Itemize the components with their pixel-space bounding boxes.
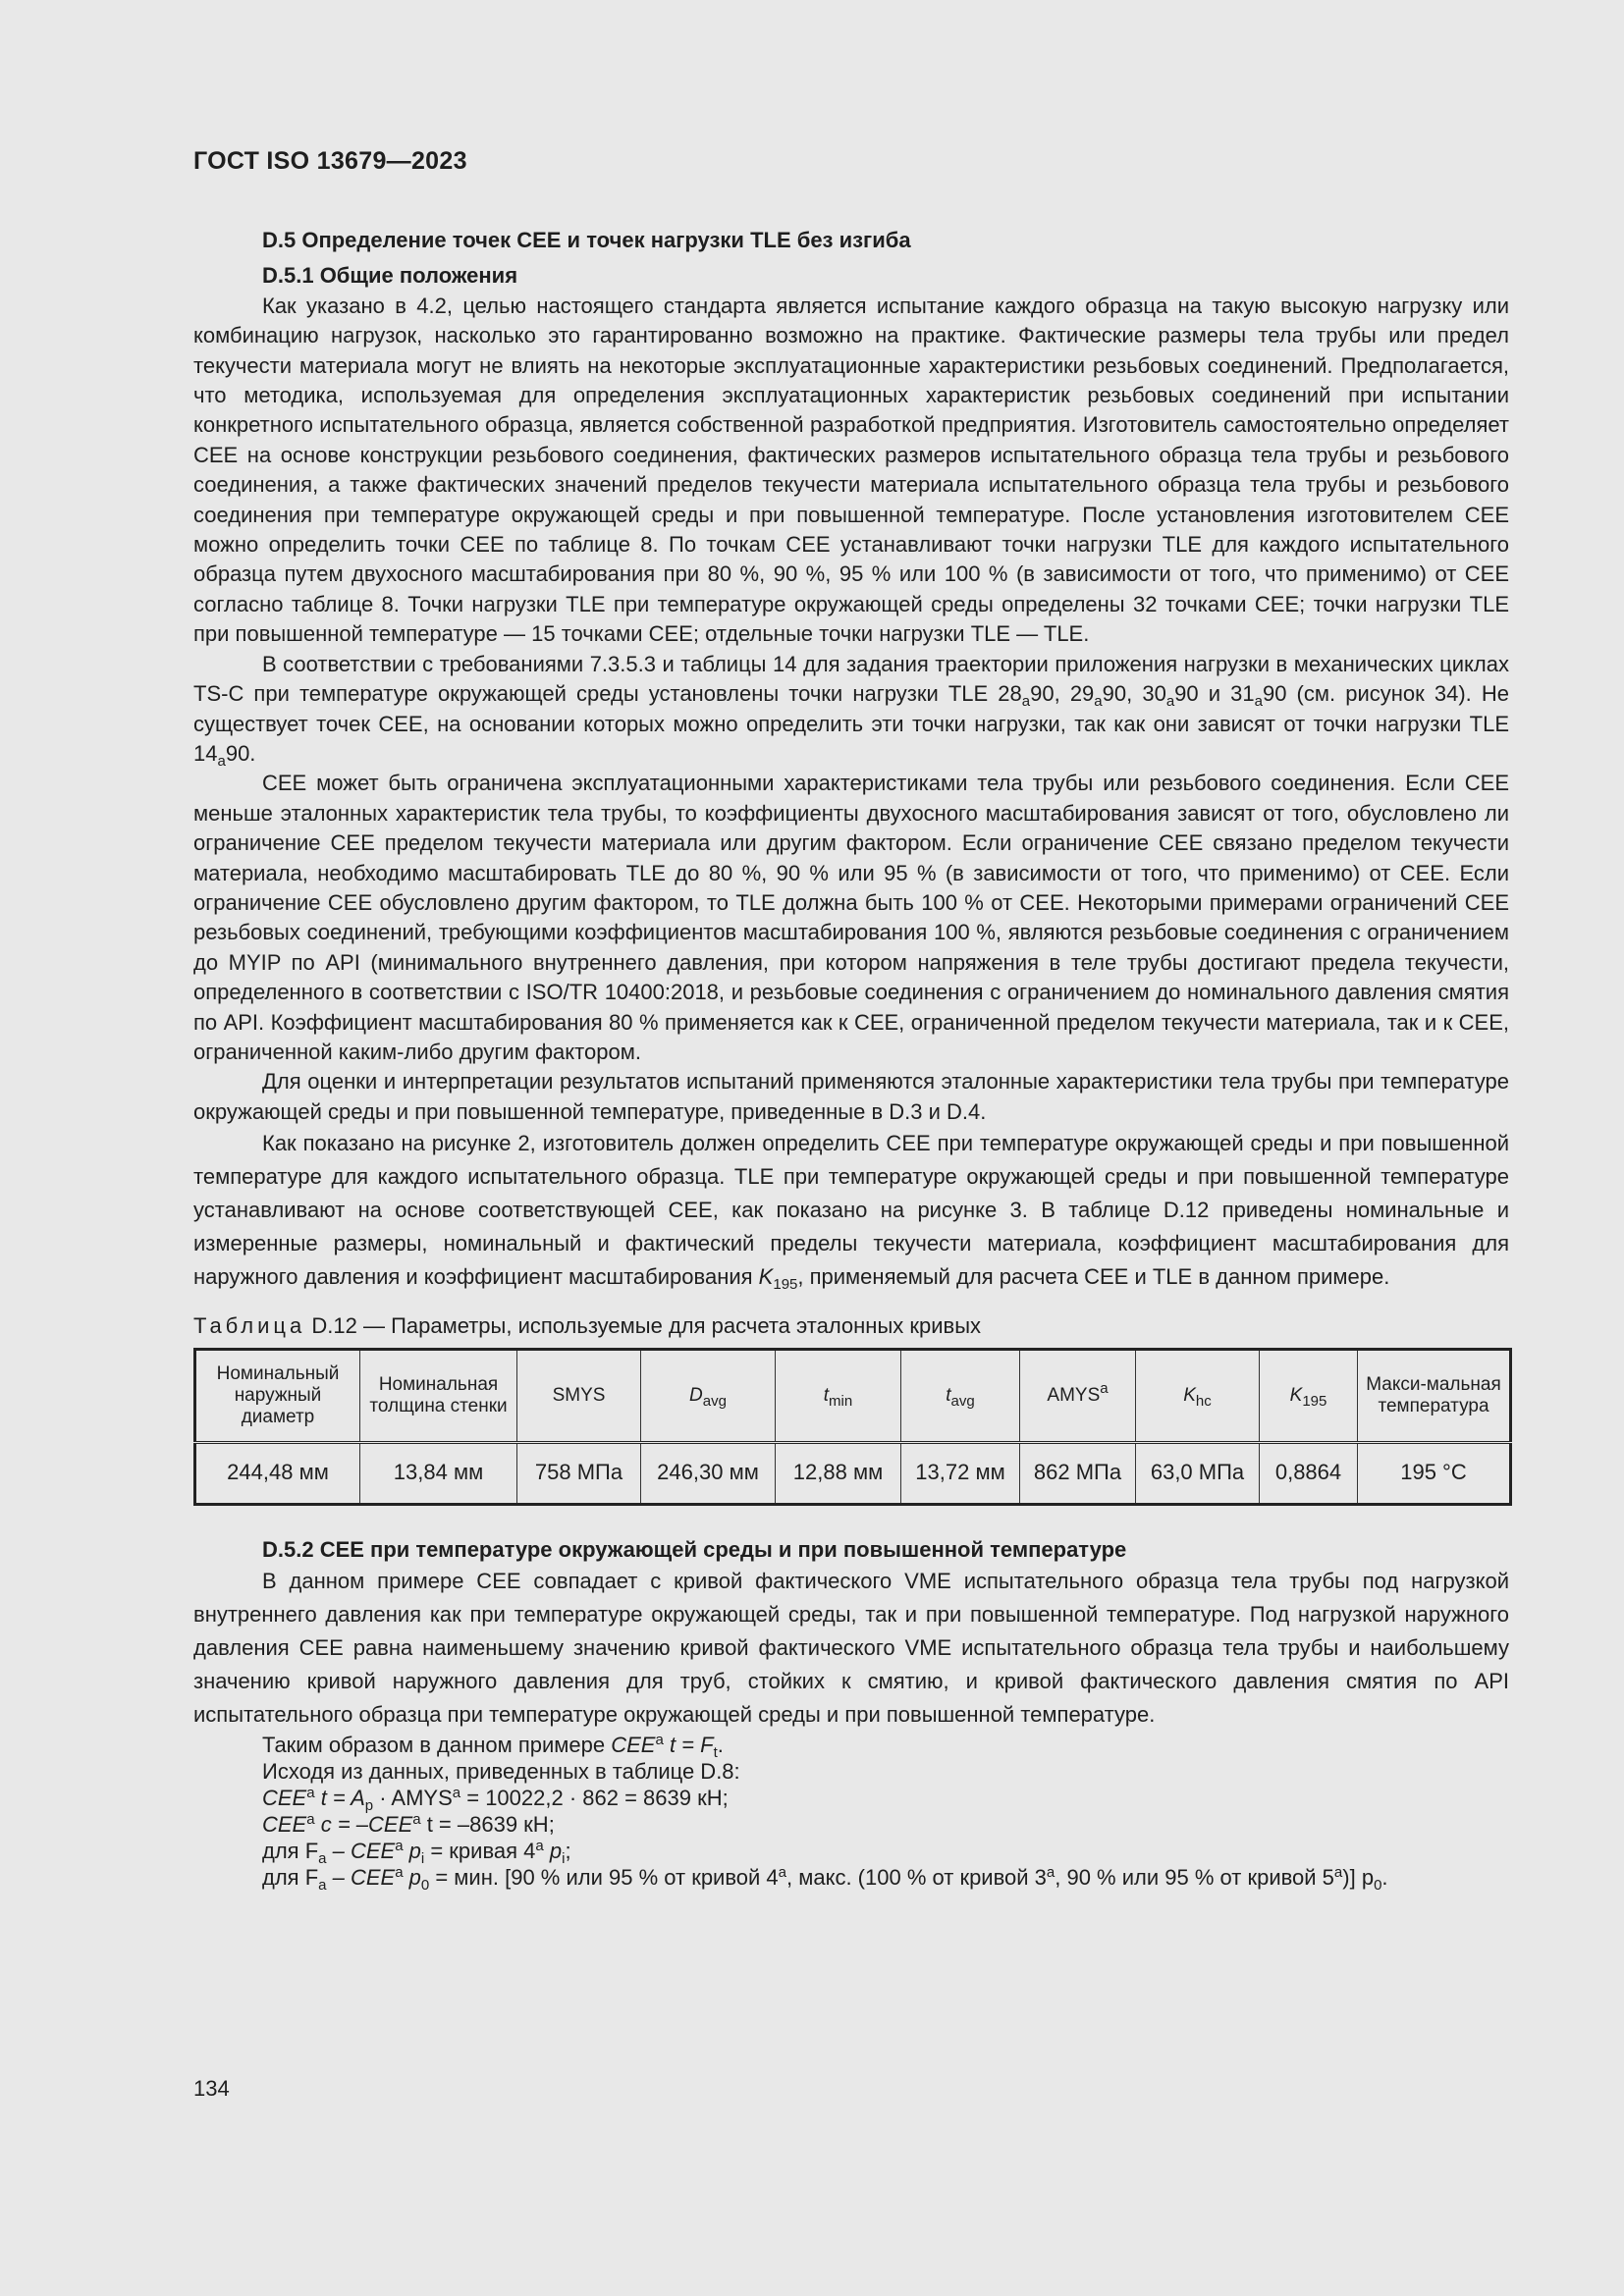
table-header-cell: Макси-мальная температура xyxy=(1358,1349,1511,1442)
formula-line: Таким образом в данном примере CEE$^a$ $t = F_t$. xyxy=(262,1732,724,1761)
paragraph: Для оценки и интерпретации результатов испытаний применяются эталонные характеристики тела трубы при температуре окружающей среды и при повышенной температуре, приведенные в D.3 и D.4. xyxy=(193,1069,1509,1124)
table-cell: 12,88 мм xyxy=(776,1442,901,1504)
subsection-heading: D.5.1 Общие положения xyxy=(262,263,518,289)
table-caption: Таблица D.12 — Параметры, используемые для расчета эталонных кривых xyxy=(193,1313,982,1339)
table-header-cell: $t_{avg}$ xyxy=(901,1349,1020,1442)
formula-line: для $F_a - CEE^a$ $p_i$ = кривая 4$^a$ $p_i$; xyxy=(262,1838,571,1867)
content xyxy=(193,226,1509,1894)
table-row xyxy=(195,1442,1511,1504)
standard-title: ГОСТ ISO 13679—2023 xyxy=(193,147,467,175)
paragraph: В соответствии с требованиями 7.3.5.3 и таблицы 14 для задания траектории приложения нагрузки в механических циклах TS-C при температуре окружающей среды установлены точки нагрузки TLE $28_a90$, $29_a90$, $30_a90$ и $31_a90$ (см. рисунок 34). Не существует точек CEE, на основании которых можно определить эти точки нагрузки, так как они зависят от точки нагрузки TLE $14_a90$. xyxy=(193,651,1509,770)
table-header-cell: $K_{195}$ xyxy=(1260,1349,1358,1442)
table-cell: 13,84 мм xyxy=(360,1442,517,1504)
table-cell: 758 МПа xyxy=(517,1442,641,1504)
table-cell: 862 МПа xyxy=(1020,1442,1136,1504)
table-cell: 0,8864 xyxy=(1260,1442,1358,1504)
table-header-cell: SMYS xyxy=(517,1349,641,1442)
table-header-cell: $K_{hc}$ xyxy=(1136,1349,1260,1442)
subsection-heading: D.5.2 CEE при температуре окружающей среды и при повышенной температуре xyxy=(262,1536,1127,1562)
table-cell: 63,0 МПа xyxy=(1136,1442,1260,1504)
table-cell: 246,30 мм xyxy=(641,1442,776,1504)
formula-line: для $F_a - CEE^a$ $p_0$ = мин. [90 % или 95 % от кривой 4$^a$, макс. (100 % от кривой 3$^a$, 90 % или 95 % от кривой 5$^a$)] $p_0$. xyxy=(262,1864,1388,1894)
paragraph: В данном примере CEE совпадает с кривой фактического VME испытательного образца тела трубы под нагрузкой внутреннего давления как при температуре окружающей среды, так и при повышенной температуре. Под нагрузкой наружного давления CEE равна наименьшему значению кривой фактического VME испытательного образца тела трубы и наибольшему значению кривой наружного давления для труб, стойких к смятию, и кривой фактического давления смятия по API испытательного образца при температуре окружающей среды и при повышенной температуре. xyxy=(193,1569,1509,1727)
formula-line: Исходя из данных, приведенных в таблице D.8: xyxy=(262,1759,740,1784)
table-header-cell: Номинальный наружный диаметр xyxy=(195,1349,360,1442)
paragraph: CEE может быть ограничена эксплуатационными характеристиками тела трубы или резьбового соединения. Если CEE меньше эталонных характеристик тела трубы, то коэффициенты двухосного масштабирования зависят от того, обусловлено ли ограничение CEE пределом текучести материала или другим фактором. Если ограничение CEE связано пределом текучести материала, необходимо масштабировать TLE до 80 %, 90 % или 95 % (в зависимости от того, что применимо) от CEE. Если ограничение CEE обусловлено другим фактором, то TLE должна быть 100 % от CEE. Некоторыми примерами ограничений CEE резьбовых соединений, требующими коэффициентов масштабирования 100 %, являются резьбовые соединения с ограничением до MYIP по API (минимального внутреннего давления, при котором напряжения в теле трубы достигают предела текучести, определенного в соответствии с ISO/TR 10400:2018, и резьбовые соединения с ограничением до номинального давления смятия по API. Коэффициент масштабирования 80 % применяется как к CEE, ограниченной пределом текучести материала, так и к CEE, ограниченной каким-либо другим фактором. xyxy=(193,771,1509,1064)
paragraph: Как показано на рисунке 2, изготовитель должен определить CEE при температуре окружающей среды и при повышенной температуре для каждого испытательного образца. TLE при температуре окружающей среды и при повышенной температуре устанавливают на основе соответствующей CEE, как показано на рисунке 3. В таблице D.12 приведены номинальные и измеренные размеры, номинальный и фактический пределы текучести материала, коэффициент масштабирования для наружного давления и коэффициент масштабирования $K_{195}$, применяемый для расчета CEE и TLE в данном примере. xyxy=(193,1131,1509,1294)
parameters-table xyxy=(193,1348,1512,1506)
table-cell: 244,48 мм xyxy=(195,1442,360,1504)
table-header-cell: Номинальная толщина стенки xyxy=(360,1349,517,1442)
table-header-cell: $t_{min}$ xyxy=(776,1349,901,1442)
table-header-row xyxy=(195,1349,1511,1442)
formula-line: CEE$^a$ $c = -CEE^a$ t = –8639 кН; xyxy=(262,1811,555,1837)
table-cell: 195 °C xyxy=(1358,1442,1511,1504)
page-number: 134 xyxy=(193,2076,230,2101)
table-header-cell: $D_{avg}$ xyxy=(641,1349,776,1442)
formula-line: CEE$^a$ $t = A_p$ · $AMYS^a = 10022,2 \cdot 862 = 8639$ кН; xyxy=(262,1785,729,1814)
table-cell: 13,72 мм xyxy=(901,1442,1020,1504)
section-heading: D.5 Определение точек CEE и точек нагрузки TLE без изгиба xyxy=(262,228,911,252)
paragraph: Как указано в 4.2, целью настоящего стандарта является испытание каждого образца на такую высокую нагрузку или комбинацию нагрузок, насколько это гарантированно возможно на практике. Фактические размеры тела трубы или предел текучести материала могут не влиять на некоторые эксплуатационные характеристики резьбовых соединений. Предполагается, что методика, используемая для определения эксплуатационных характеристик резьбовых соединений при испытании конкретного испытательного образца, является собственной разработкой предприятия. Изготовитель самостоятельно определяет CEE на основе конструкции резьбового соединения, фактических размеров испытательного образца тела трубы и резьбового соединения, а также фактических значений пределов текучести материала испытательного образца тела трубы и резьбового соединения при температуре окружающей среды и при повышенной температуре. После установления изготовителем CEE можно определить точки CEE по таблице 8. По точкам CEE устанавливают точки нагрузки TLE для каждого испытательного образца путем двухосного масштабирования при 80 %, 90 %, 95 % или 100 % (в зависимости от того, что применимо) от CEE согласно таблице 8. Точки нагрузки TLE при температуре окружающей среды определены 32 точками CEE; точки нагрузки TLE при повышенной температуре — 15 точками CEE; отдельные точки нагрузки TLE — TLE. xyxy=(193,293,1509,647)
table-header-cell: AMYS$^a$ xyxy=(1020,1349,1136,1442)
